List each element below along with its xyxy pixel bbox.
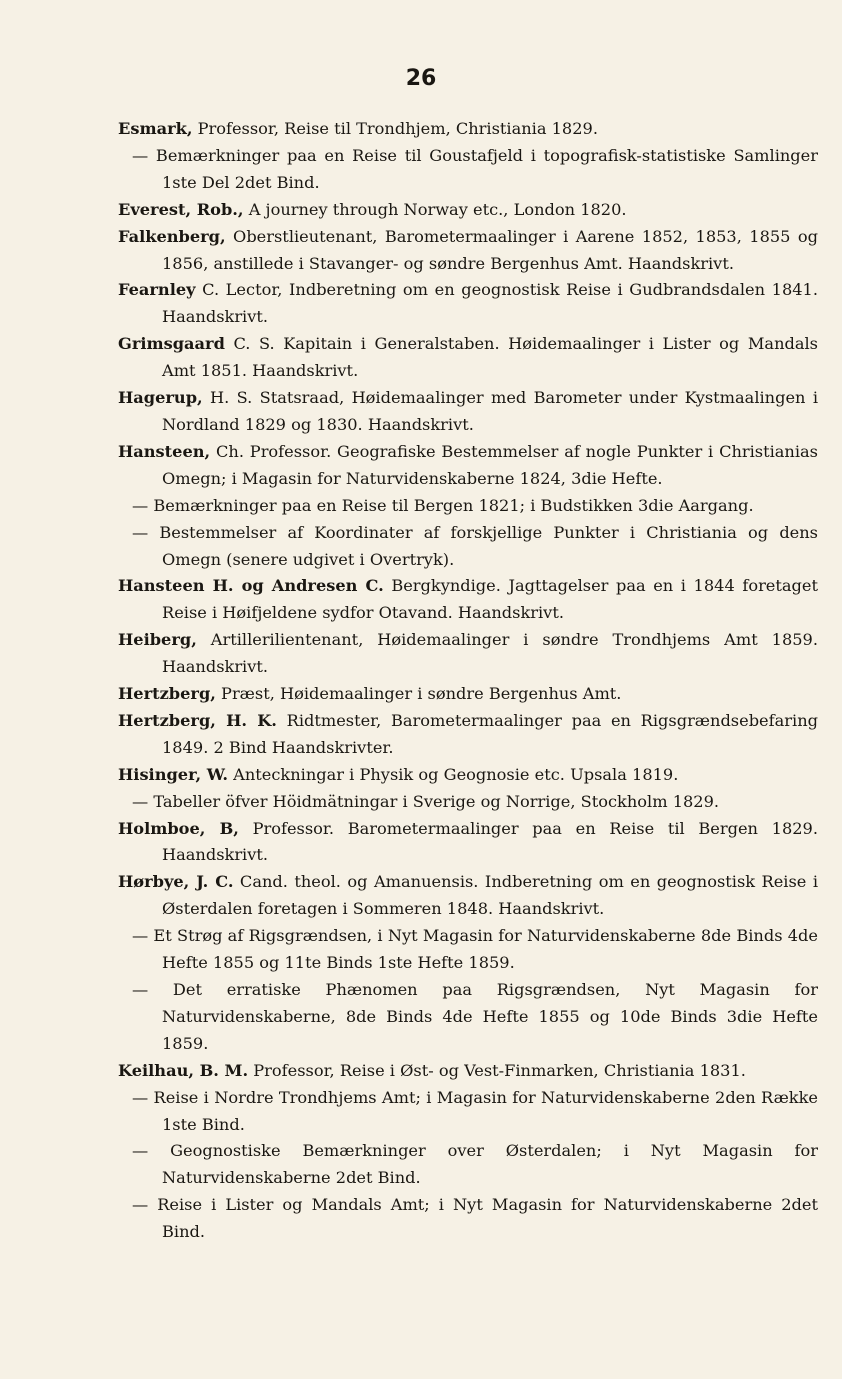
entry-author: Fearnley: [118, 280, 196, 300]
entry-text: C. S. Kapitain i Generalstaben. Høidemaalinger i Lister og Mandals Amt 1851. Haandskrivt.: [162, 334, 818, 381]
entry-text: — Reise i Lister og Mandals Amt; i Nyt Magasin for Naturvidenskaberne 2det Bind.: [132, 1195, 818, 1242]
entry-text: — Reise i Nordre Trondhjems Amt; i Magasin for Naturvidenskaberne 2den Række 1ste Bind.: [132, 1087, 818, 1134]
entry-text: Bergkyndige. Jagttagelser paa en i 1844 foretaget Reise i Høifjeldene sydfor Otavand. Haandskrivt.: [162, 576, 818, 623]
entry-author: Hansteen H. og Andresen C.: [118, 576, 384, 596]
entry-text: Ridtmester, Barometermaalinger paa en Rigsgrændsebefaring 1849. 2 Bind Haandskrivter.: [162, 710, 818, 757]
entry-text: Anteckningar i Physik og Geognosie etc. Upsala 1819.: [228, 764, 679, 784]
bibliography-entry: [118, 1058, 818, 1085]
bibliography-entry: [118, 762, 818, 789]
bibliography-entry: [118, 1138, 818, 1192]
entry-text: Professor, Reise til Trondhjem, Christiania 1829.: [192, 119, 598, 138]
bibliography-entry: [118, 277, 818, 331]
bibliography-entry: [118, 197, 818, 224]
bibliography-entry: [118, 681, 818, 708]
bibliography-entry: [118, 1192, 818, 1246]
entry-author: Hertzberg,: [118, 684, 216, 704]
bibliography-entry: [118, 331, 818, 385]
bibliography-entry: [118, 385, 818, 439]
entry-author: Hagerup,: [118, 388, 203, 408]
entry-text: — Bemærkninger paa en Reise til Bergen 1821; i Budstikken 3die Aargang.: [132, 495, 754, 515]
entry-text: Artillerilientenant, Høidemaalinger i søndre Trondhjems Amt 1859. Haandskrivt.: [162, 630, 818, 677]
entry-author: Esmark,: [118, 119, 193, 138]
entry-text: A journey through Norway etc., London 1820.: [243, 199, 627, 219]
bibliography-entry: [118, 573, 818, 627]
entry-text: Professor. Barometermaalinger paa en Reise til Bergen 1829. Haandskrivt.: [162, 818, 818, 865]
bibliography-entry: [118, 869, 818, 923]
bibliography-entry: [118, 224, 818, 278]
entry-text: Præst, Høidemaalinger i søndre Bergenhus Amt.: [215, 684, 622, 704]
bibliography-entry: [118, 1085, 818, 1139]
entry-text: — Tabeller öfver Höidmätningar i Sverige og Norrige, Stockholm 1829.: [132, 791, 720, 811]
bibliography-entry: [118, 439, 818, 493]
entry-author: Keilhau, B. M.: [118, 1060, 249, 1080]
entry-text: Professor, Reise i Øst- og Vest-Finmarken, Christiania 1831.: [248, 1060, 746, 1080]
bibliography-entry: [118, 493, 818, 520]
entry-text: C. Lector, Indberetning om en geognostisk Reise i Gudbrandsdalen 1841. Haandskrivt.: [162, 280, 818, 327]
entry-author: Hørbye, J. C.: [118, 872, 234, 892]
entry-author: Falkenberg,: [118, 226, 226, 246]
bibliography-entry: [118, 143, 818, 197]
entry-author: Hertzberg, H. K.: [118, 710, 277, 730]
entry-author: Holmboe, B,: [118, 818, 239, 838]
bibliography-entry: [118, 789, 818, 816]
entry-text: — Bestemmelser af Koordinater af forskjellige Punkter i Christiania og dens Omegn (senere udgivet i Overtryk).: [132, 522, 818, 569]
entry-text: Ch. Professor. Geografiske Bestemmelser af nogle Punkter i Christianias Omegn; i Magasin for Naturvidenskaberne 1824, 3die Hefte.: [162, 441, 818, 488]
bibliography-entry: [118, 520, 818, 574]
bibliography-entry: [118, 816, 818, 870]
bibliography-entry: [118, 708, 818, 762]
entry-author: Grimsgaard: [118, 334, 225, 354]
bibliography-entry: [118, 923, 818, 977]
bibliography-list: [118, 116, 818, 1246]
entry-text: — Det erratiske Phænomen paa Rigsgrændsen, Nyt Magasin for Naturvidenskaberne, 8de Binds 4de Hefte 1855 og 10de Binds 3die Hefte 1859.: [132, 980, 818, 1053]
entry-text: Oberstlieutenant, Barometermaalinger i Aarene 1852, 1853, 1855 og 1856, anstillede i Stavanger- og søndre Bergenhus Amt. Haandskrivt.: [162, 226, 818, 273]
entry-author: Heiberg,: [118, 630, 197, 650]
entry-text: H. S. Statsraad, Høidemaalinger med Barometer under Kystmaalingen i Nordland 1829 og 1830. Haandskrivt.: [162, 388, 818, 434]
entry-author: Hansteen,: [118, 441, 211, 461]
bibliography-entry: [118, 627, 818, 681]
entry-author: Hisinger, W.: [118, 764, 229, 784]
entry-text: — Geognostiske Bemærkninger over Østerdalen; i Nyt Magasin for Naturvidenskaberne 2det Bind.: [132, 1141, 818, 1188]
bibliography-entry: [118, 116, 818, 143]
entry-author: Everest, Rob.,: [118, 199, 244, 219]
entry-text: — Bemærkninger paa en Reise til Goustafjeld i topografisk-statistiske Samlinger 1ste Del 2det Bind.: [132, 145, 818, 192]
entry-text: — Et Strøg af Rigsgrændsen, i Nyt Magasin for Naturvidenskaberne 8de Binds 4de Hefte 1855 og 11te Binds 1ste Hefte 1859.: [132, 926, 818, 973]
page-number: 26: [405, 66, 437, 91]
bibliography-entry: [118, 977, 818, 1058]
entry-text: Cand. theol. og Amanuensis. Indberetning om en geognostisk Reise i Østerdalen foretagen i Sommeren 1848. Haandskrivt.: [162, 872, 819, 919]
